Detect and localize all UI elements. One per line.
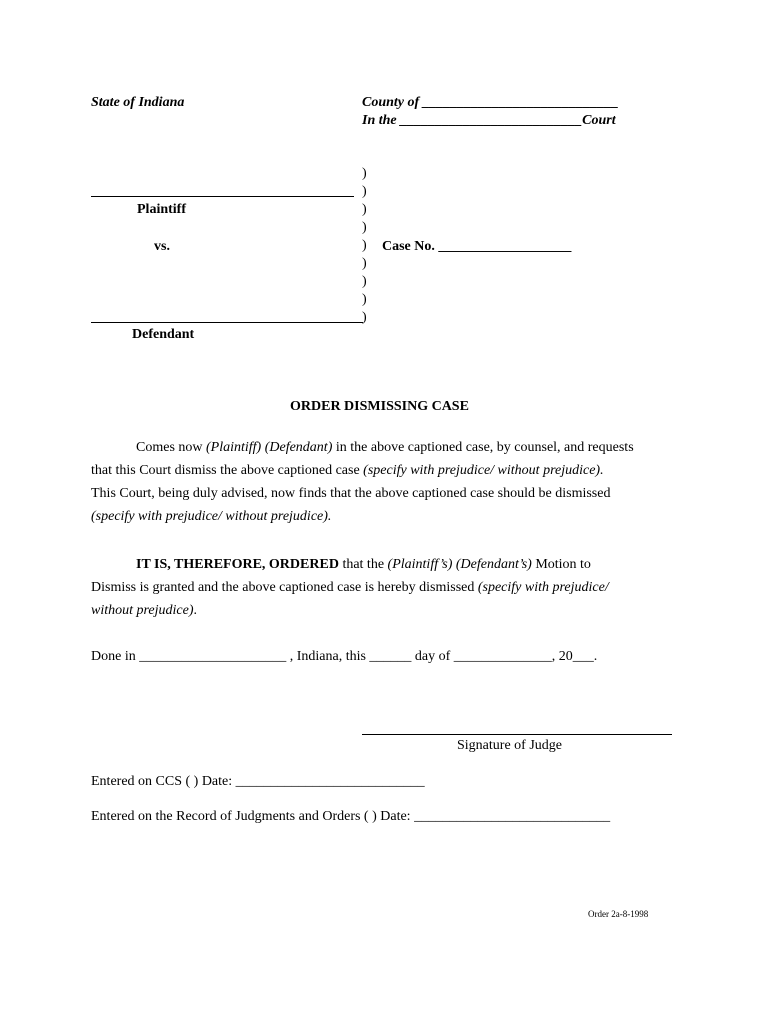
party-choice: (Plaintiff’s) (Defendant’s) (387, 557, 532, 572)
prejudice-choice: (specify with prejudice/ without prejudice). (363, 463, 604, 478)
caption-paren: ) (362, 184, 367, 199)
defendant-label: Defendant (132, 327, 195, 342)
signature-line (362, 734, 672, 735)
order-heading: IT IS, THEREFORE, ORDERED (136, 557, 339, 572)
para2-line-2 (91, 576, 681, 599)
prejudice-choice: (specify with prejudice/ (477, 580, 609, 595)
para1-line-3: This Court, being duly advised, now finds that the above captioned case should be dismissed (91, 486, 611, 501)
caption-paren: ) (362, 256, 367, 271)
case-number-field: Case No. ___________________ (382, 239, 572, 254)
defendant-name-line (91, 322, 363, 323)
prejudice-choice: without prejudice) (91, 603, 194, 618)
para1-line-4: (specify with prejudice/ without prejudice). (91, 509, 332, 524)
caption-paren: ) (362, 238, 367, 253)
court-field: In the __________________________Court (362, 113, 616, 128)
state-label: State of Indiana (91, 95, 185, 110)
entered-ccs-line: Entered on CCS ( ) Date: ___________________________ (91, 774, 425, 789)
para2-text: Dismiss is granted and the above captioned case is hereby dismissed (91, 580, 478, 595)
caption-paren: ) (362, 166, 367, 181)
para2-text: Motion to (531, 557, 591, 572)
form-number: Order 2a-8-1998 (588, 909, 649, 919)
versus-label: vs. (154, 239, 170, 254)
order-title: ORDER DISMISSING CASE (290, 399, 469, 414)
done-in-line: Done in _____________________ , Indiana, this ______ day of ______________, 20___. (91, 649, 598, 664)
para2-line-3 (91, 599, 681, 622)
para1-line-2 (91, 459, 681, 482)
para1-text: in the above captioned case, by counsel, and requests (332, 440, 634, 455)
county-field: County of ____________________________ (362, 95, 619, 110)
para1-line-1 (91, 436, 681, 459)
caption-paren: ) (362, 292, 367, 307)
para2-line-1 (91, 553, 681, 576)
paragraph-order (91, 553, 681, 622)
caption-paren: ) (362, 274, 367, 289)
para2-text: . (193, 603, 198, 618)
caption-paren: ) (362, 202, 367, 217)
paragraph-request (91, 436, 681, 528)
para2-text: that the (338, 557, 388, 572)
entered-record-line: Entered on the Record of Judgments and Orders ( ) Date: ____________________________ (91, 809, 611, 824)
para1-text: Comes now (136, 440, 206, 455)
caption-paren: ) (362, 220, 367, 235)
caption-paren: ) (362, 310, 367, 325)
para1-text: that this Court dismiss the above captioned case (91, 463, 364, 478)
plaintiff-name-line (91, 196, 354, 197)
signature-label: Signature of Judge (457, 738, 562, 753)
plaintiff-label: Plaintiff (137, 202, 186, 217)
party-choice: (Plaintiff) (Defendant) (206, 440, 333, 455)
